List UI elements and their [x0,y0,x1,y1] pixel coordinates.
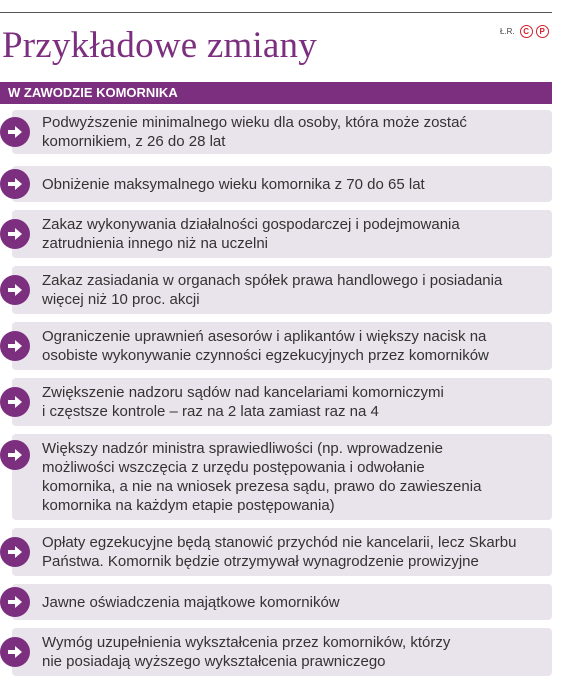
item-text: Obniżenie maksymalnego wieku komornika z 70 do 65 lat [42,175,425,193]
item-text: Jawne oświadczenia majątkowe komorników [42,593,340,611]
arrow-right-icon [0,440,30,470]
page-title: Przykładowe zmiany [2,25,317,66]
author-initials: Ł.R. [500,27,515,36]
arrow-right-icon [0,275,30,305]
arrow-right-icon [0,117,30,147]
arrow-right-icon [0,637,30,667]
item-text: Ograniczenie uprawnień asesorów i aplikantów i większy nacisk na osobiste wykonywanie czynności egzekucyjnych przez komorników [42,328,489,364]
arrow-right-icon [0,219,30,249]
item-text: Większy nadzór ministra sprawiedliwości (np. wprowadzenie możliwości wszczęcia z urzędu postępowania i odwołanie komornika, a nie na wniosek prezesa sądu, prawo do zawieszenia komornika na każdym etapie postępowania) [42,440,482,514]
list-item [0,266,552,314]
list-item [0,322,552,370]
list-item [0,210,552,258]
item-text: Zakaz wykonywania działalności gospodarczej i podejmowania zatrudnienia innego niż na uczelni [42,216,460,252]
arrow-right-icon [0,387,30,417]
arrow-right-icon [0,537,30,567]
arrow-right-icon [0,169,30,199]
list-item [0,584,552,620]
section-header: W ZAWODZIE KOMORNIKA [0,82,552,104]
publisher-logo-c: C [520,25,533,38]
credit [500,25,549,38]
list-item [0,166,552,202]
publisher-logo-p: P [536,25,549,38]
item-text: Podwyższenie minimalnego wieku dla osoby, która może zostać komornikiem, z 26 do 28 lat [42,114,467,150]
item-text: Wymóg uzupełnienia wykształcenia przez komorników, którzy nie posiadają wyższego wykształcenia prawniczego [42,634,451,670]
item-text: Zakaz zasiadania w organach spółek prawa handlowego i posiadania więcej niż 10 proc. akcji [42,272,503,308]
list-item [0,110,552,154]
list-item [0,434,552,520]
top-rule [0,12,552,13]
list-item [0,378,552,426]
arrow-right-icon [0,331,30,361]
item-text: Opłaty egzekucyjne będą stanowić przychód nie kancelarii, lecz Skarbu Państwa. Komornik będzie otrzymywał wynagrodzenie prowizyjne [42,534,517,570]
list-item [0,628,552,676]
item-text: Zwiększenie nadzoru sądów nad kancelariami komorniczymi i częstsze kontrole – raz na 2 lata zamiast raz na 4 [42,384,444,420]
list-item [0,528,552,576]
arrow-right-icon [0,587,30,617]
